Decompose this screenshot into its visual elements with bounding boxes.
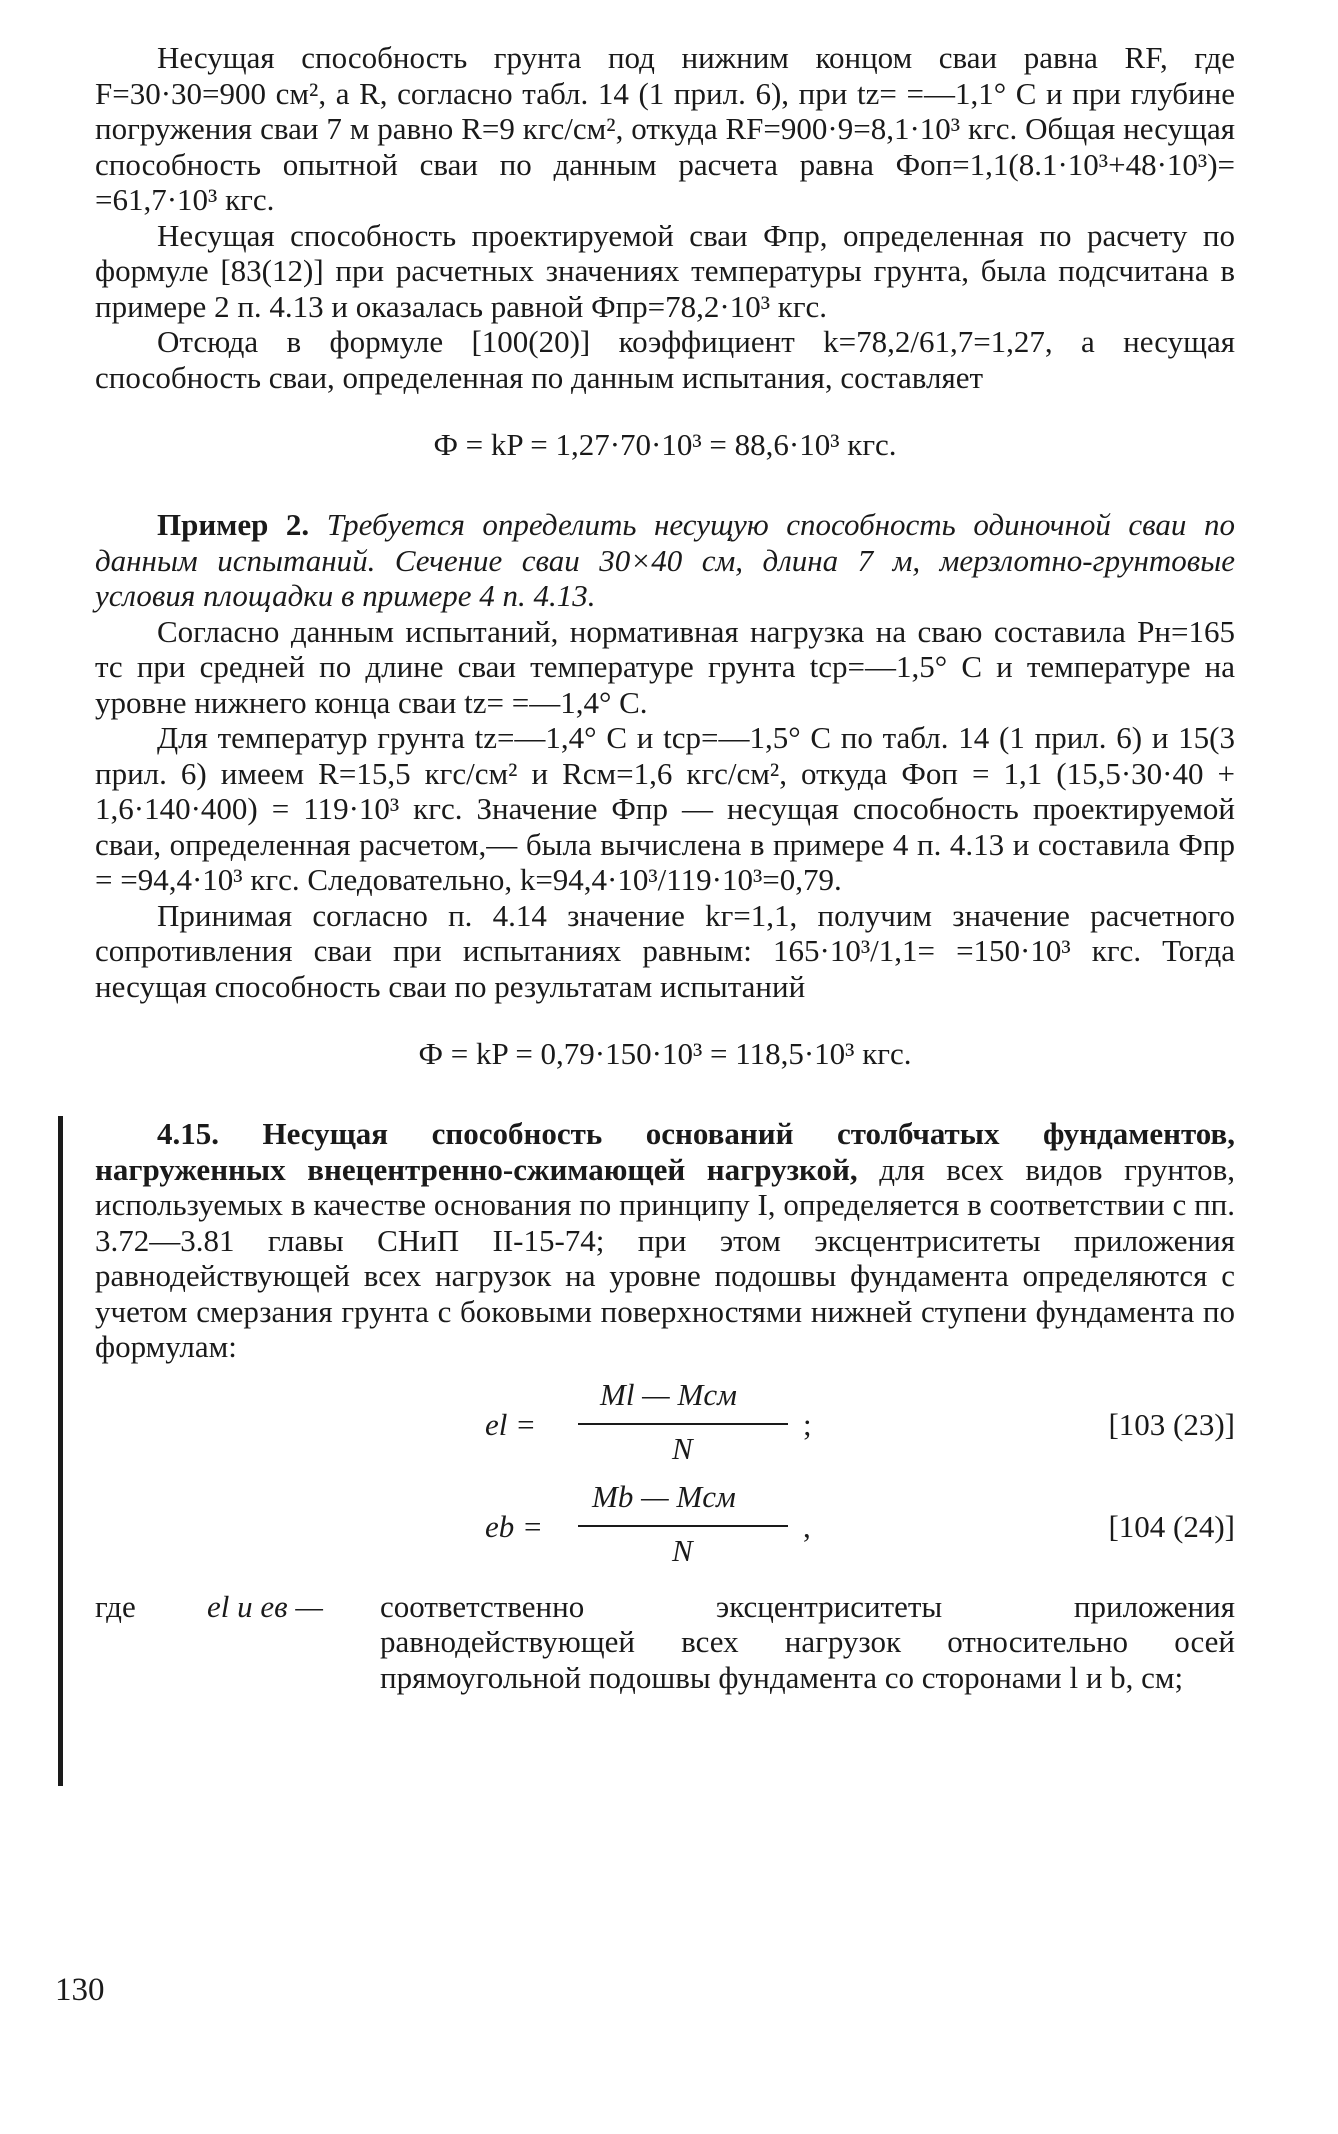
paragraph-soil-temperatures: Для температур грунта tz=—1,4° С и tср=—1,5° С по табл. 14 (1 прил. 6) и 15(3 прил. 6) имеем R=15,5 кгс/см² и Rсм=1,6 кгс/см², откуда Фоп = 1,1 (15,5·30·40 + 1,6·140·400) = 119·10³ кгс. Значение Фпр — несущая способность проектируемой сваи, определенная расчетом,— была вычислена в примере 4 п. 4.13 и составила Фпр = =94,4·10³ кгс. Следовательно, k=94,4·10³/119·10³=0,79. bbox=[95, 720, 1235, 897]
eq-103-lhs: el = bbox=[485, 1406, 537, 1442]
formula-result-1: Ф = kP = 1,27·70·10³ = 88,6·10³ кгс. bbox=[433, 427, 897, 462]
eq-104-tail: , bbox=[803, 1508, 811, 1544]
eq-104-fraction-line bbox=[578, 1525, 788, 1527]
eq-104-numerator: Mb — Mсм bbox=[592, 1478, 736, 1514]
where-label: где bbox=[95, 1588, 136, 1624]
example-2-text: Требуется определить несущую способность одиночной сваи по данным испытаний. Сечение сваи 30×40 см, длина 7 м, мерзлотно-грунтовые условия площадки в примере 4 п. 4.13. bbox=[95, 507, 1235, 613]
eq-103-fraction-line bbox=[578, 1423, 788, 1425]
eq-103-tail: ; bbox=[803, 1406, 812, 1442]
where-text: соответственно эксцентриситеты приложения равнодействующей всех нагрузок относительно осей прямоугольной подошвы фундамента со сторонами l и b, см; bbox=[380, 1588, 1235, 1695]
example-2-paragraph bbox=[95, 507, 1235, 614]
eq-103-ref: [103 (23)] bbox=[1108, 1406, 1235, 1442]
section-4-15-heading: 4.15. Несущая способность оснований столбчатых фундаментов, нагруженных внецентренно-сжимающей нагрузкой, bbox=[95, 1116, 1235, 1187]
margin-change-bar bbox=[58, 1116, 63, 1786]
where-symbols: el и eв — bbox=[207, 1588, 323, 1624]
section-4-15-paragraph bbox=[95, 1116, 1235, 1365]
equation-104 bbox=[95, 1479, 1235, 1581]
paragraph-design-resistance: Принимая согласно п. 4.14 значение kг=1,1, получим значение расчетного сопротивления сваи при испытаниях равным: 165·10³/1,1= =150·10³ кгс. Тогда несущая способность сваи по результатам испытаний bbox=[95, 897, 1235, 1004]
page-number: 130 bbox=[55, 1972, 105, 2008]
page-content bbox=[95, 40, 1235, 1733]
example-2-label: Пример 2. bbox=[157, 507, 310, 542]
paragraph-coefficient-k: Отсюда в формуле [100(20)] коэффициент k=78,2/61,7=1,27, а несущая способность сваи, определенная по данным испытания, составляет bbox=[95, 324, 1235, 395]
formula-result-2: Ф = kP = 0,79·150·10³ = 118,5·10³ кгс. bbox=[418, 1036, 912, 1071]
where-definition bbox=[95, 1589, 1235, 1733]
paragraph-test-data: Согласно данным испытаний, нормативная нагрузка на сваю составила Pн=165 тс при средней по длине сваи температуре грунта tср=—1,5° С и температуре на уровне нижнего конца сваи tz= =—1,4° С. bbox=[95, 613, 1235, 720]
eq-103-denominator: N bbox=[672, 1430, 693, 1466]
equation-103 bbox=[95, 1377, 1235, 1479]
eq-104-denominator: N bbox=[672, 1532, 693, 1568]
eq-104-lhs: eb = bbox=[485, 1508, 543, 1544]
eq-103-numerator: Ml — Mсм bbox=[600, 1376, 737, 1412]
section-4-15 bbox=[95, 1116, 1235, 1733]
eq-104-ref: [104 (24)] bbox=[1108, 1508, 1235, 1544]
paragraph-bearing-capacity-soil: Несущая способность грунта под нижним концом сваи равна RF, где F=30·30=900 см², а R, согласно табл. 14 (1 прил. 6), при tz= =—1,1° С и при глубине погружения сваи 7 м равно R=9 кгс/см², откуда RF=900·9=8,1·10³ кгс. Общая несущая способность опытной сваи по данным расчета равна Фоп=1,1(8.1·10³+48·10³)= =61,7·10³ кгс. bbox=[95, 40, 1235, 217]
paragraph-designed-pile: Несущая способность проектируемой сваи Фпр, определенная по расчету по формуле [83(12)] при расчетных значениях температуры грунта, была подсчитана в примере 2 п. 4.13 и оказалась равной Фпр=78,2·10³ кгс. bbox=[95, 217, 1235, 324]
section-4-15-text: для всех видов грунтов, используемых в качестве основания по принципу I, определяется в соответствии с пп. 3.72—3.81 главы СНиП II-15-74; при этом эксцентриситеты приложения равнодействующей всех нагрузок на уровне подошвы фундамента определяются с учетом смерзания грунта с боковыми поверхностями нижней ступени фундамента по формулам: bbox=[95, 1151, 1236, 1364]
